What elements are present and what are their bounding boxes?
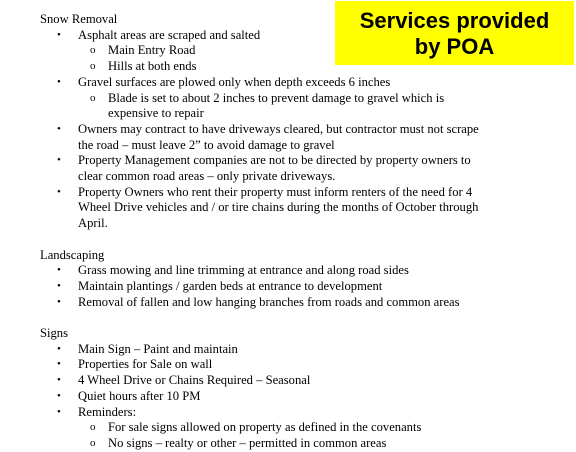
section-heading-signs: Signs bbox=[40, 326, 68, 341]
list-item-text: Property Owners who rent their property must inform renters of the need for 4 bbox=[78, 184, 473, 199]
banner-title-line-2: by POA bbox=[414, 34, 495, 59]
bullet-icon: • bbox=[57, 358, 61, 371]
list-item-text: April. bbox=[78, 216, 108, 231]
bullet-icon: • bbox=[57, 122, 61, 135]
bullet-icon: • bbox=[57, 295, 61, 308]
bullet-icon: • bbox=[57, 342, 61, 355]
list-item bbox=[40, 357, 570, 373]
list-item bbox=[40, 342, 570, 358]
sub-list-item-continuation bbox=[40, 106, 570, 122]
list-item-text: Gravel surfaces are plowed only when depth exceeds 6 inches bbox=[78, 74, 391, 89]
sub-list-item bbox=[40, 43, 570, 59]
list-item bbox=[40, 295, 570, 311]
list-item bbox=[40, 75, 570, 91]
hollow-bullet-icon: o bbox=[90, 91, 96, 104]
list-item-continuation bbox=[40, 216, 570, 232]
list-item-continuation bbox=[40, 169, 570, 185]
list-item bbox=[40, 28, 570, 44]
list-item-text: Grass mowing and line trimming at entrance and along road sides bbox=[78, 263, 409, 278]
list-item-text: Quiet hours after 10 PM bbox=[78, 388, 201, 403]
list-item-text: 4 Wheel Drive or Chains Required – Seasonal bbox=[78, 373, 311, 388]
list-item-text: Hills at both ends bbox=[108, 59, 197, 74]
bullet-icon: • bbox=[57, 374, 61, 387]
section-spacer bbox=[40, 232, 570, 248]
section-spacer bbox=[40, 310, 570, 326]
list-item-text: Reminders: bbox=[78, 404, 137, 419]
bullet-icon: • bbox=[57, 75, 61, 88]
sub-list-item bbox=[40, 59, 570, 75]
bullet-icon: • bbox=[57, 264, 61, 277]
document-body bbox=[40, 12, 570, 452]
bullet-icon: • bbox=[57, 389, 61, 402]
list-item-text: Main Sign – Paint and maintain bbox=[78, 341, 238, 356]
list-item bbox=[40, 279, 570, 295]
list-item-text: Wheel Drive vehicles and / or tire chains during the months of October through bbox=[78, 200, 479, 215]
sub-list-item bbox=[40, 420, 570, 436]
list-item-continuation bbox=[40, 138, 570, 154]
list-item-text: Maintain plantings / garden beds at entrance to development bbox=[78, 278, 383, 293]
list-item bbox=[40, 389, 570, 405]
list-item bbox=[40, 263, 570, 279]
list-item-text: No signs – realty or other – permitted in common areas bbox=[108, 435, 387, 450]
section-heading-landscaping: Landscaping bbox=[40, 247, 105, 262]
list-item-continuation bbox=[40, 200, 570, 216]
hollow-bullet-icon: o bbox=[90, 60, 96, 73]
sub-list-item bbox=[40, 91, 570, 107]
list-item-text: clear common road areas – only private driveways. bbox=[78, 169, 336, 184]
bullet-icon: • bbox=[57, 405, 61, 418]
hollow-bullet-icon: o bbox=[90, 436, 96, 449]
bullet-icon: • bbox=[57, 154, 61, 167]
sub-list-item bbox=[40, 436, 570, 452]
list-item-text: Blade is set to about 2 inches to prevent damage to gravel which is bbox=[108, 90, 445, 105]
list-item bbox=[40, 153, 570, 169]
list-item-text: expensive to repair bbox=[108, 106, 204, 121]
list-item bbox=[40, 185, 570, 201]
list-item bbox=[40, 373, 570, 389]
list-item-text: Main Entry Road bbox=[108, 43, 196, 58]
section-heading-snow-removal: Snow Removal bbox=[40, 12, 118, 26]
list-item-text: Owners may contract to have driveways cleared, but contractor must not scrape bbox=[78, 121, 479, 136]
bullet-icon: • bbox=[57, 28, 61, 41]
bullet-icon: • bbox=[57, 279, 61, 292]
list-item-text: Properties for Sale on wall bbox=[78, 357, 213, 372]
list-item bbox=[40, 405, 570, 421]
list-item bbox=[40, 122, 570, 138]
list-item-text: the road – must leave 2” to avoid damage to gravel bbox=[78, 137, 335, 152]
list-item-text: Asphalt areas are scraped and salted bbox=[78, 27, 261, 42]
hollow-bullet-icon: o bbox=[90, 44, 96, 57]
bullet-icon: • bbox=[57, 185, 61, 198]
list-item-text: Property Management companies are not to be directed by property owners to bbox=[78, 153, 471, 168]
list-item-text: For sale signs allowed on property as defined in the covenants bbox=[108, 420, 422, 435]
hollow-bullet-icon: o bbox=[90, 421, 96, 434]
banner-title-line-1: Services provided bbox=[359, 8, 550, 33]
list-item-text: Removal of fallen and low hanging branches from roads and common areas bbox=[78, 294, 460, 309]
